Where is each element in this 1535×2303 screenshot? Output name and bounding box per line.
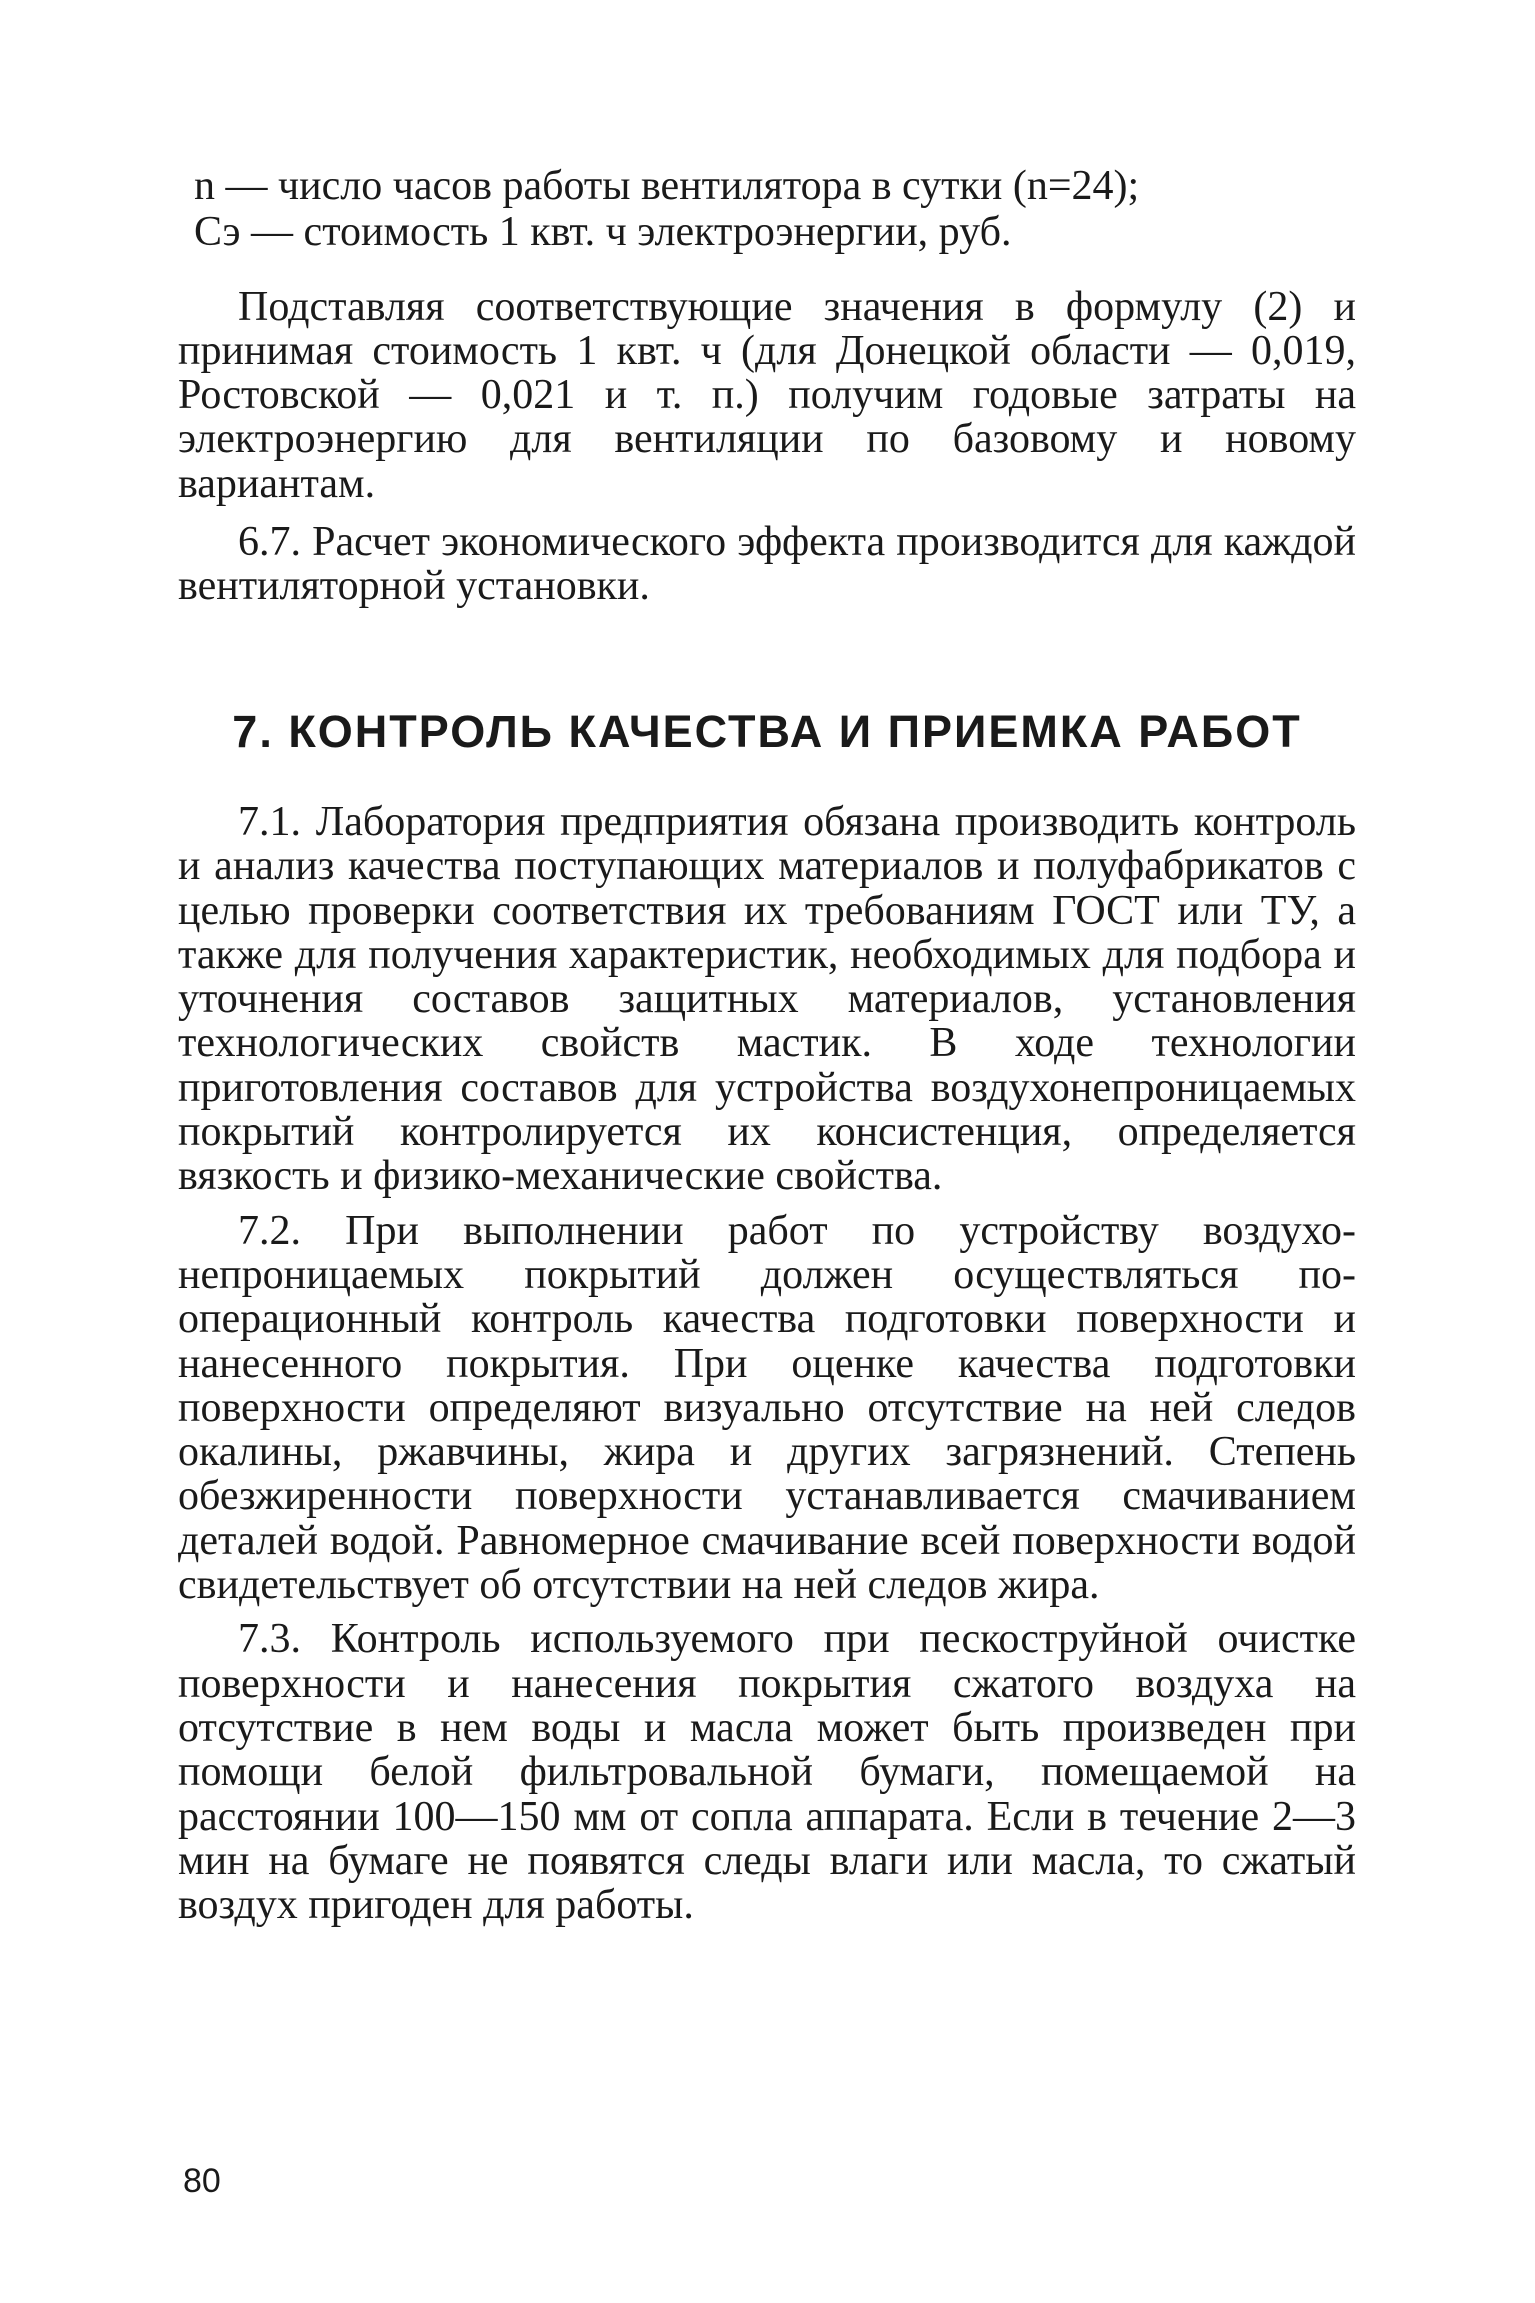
section-body — [178, 800, 1356, 1927]
paragraph-7-2: 7.2. При выполнении работ по устройству воздухонепроницаемых покрытий должен осуществляться пооперационный контроль качества подготовки поверхности и нанесенного покрытия. При оценке качества подготовки поверхности определяют визуально отсутствие на ней следов окалины, ржавчины, жира и других загрязнений. Степень обезжиренности поверхности устанавливается смачиванием деталей водой. Равномерное смачивание всей поверхности водой свидетельствует об отсутствии на ней следов жира. — [178, 1207, 1356, 1609]
paragraph-6-7: 6.7. Расчет экономического эффекта производится для каждой вентиляторной установки. — [178, 519, 1356, 610]
top-text-block — [178, 164, 1356, 609]
paragraph-7-1: 7.1. Лаборатория предприятия обязана производить контроль и анализ качества поступающих материалов и полуфабрикатов с целью проверки соответствия их требованиям ГОСТ или ТУ, а также для получения характеристик, необходимых для подбора и уточнения составов защитных материалов, установления технологических свойств мастик. В ходе технологии приготовления составов для устройства воздухонепроницаемых покрытий контролируется их консистенция, определяется вязкость и физико-механические свойства. — [178, 799, 1356, 1200]
definition-ce: Сэ — стоимость 1 квт. ч электроэнергии, руб. — [194, 209, 1012, 256]
page-number: 80 — [183, 2162, 221, 2200]
paragraph-formula-substitution: Подставляя соответствующие значения в формулу (2) и принимая стоимость 1 квт. ч (для Донецкой области — 0,019, Ростовской — 0,021 и т. п.) получим годовые затраты на электроэнергию для вентиляции по базовому и новому вариантам. — [178, 283, 1356, 507]
paragraph-7-3: 7.3. Контроль используемого при пескоструйной очистке поверхности и нанесения покрытия сжатого воздуха на отсутствие в нем воды и масла может быть произведен при помощи белой фильтровальной бумаги, помещаемой на расстоянии 100—150 мм от сопла аппарата. Если в течение 2—3 мин на бумаге не появятся следы влаги или масла, то сжатый воздух пригоден для работы. — [178, 1616, 1356, 1929]
definition-n: n — число часов работы вентилятора в сутки (n=24); — [194, 163, 1140, 209]
section-heading: 7. КОНТРОЛЬ КАЧЕСТВА И ПРИЕМКА РАБОТ — [232, 706, 1302, 757]
